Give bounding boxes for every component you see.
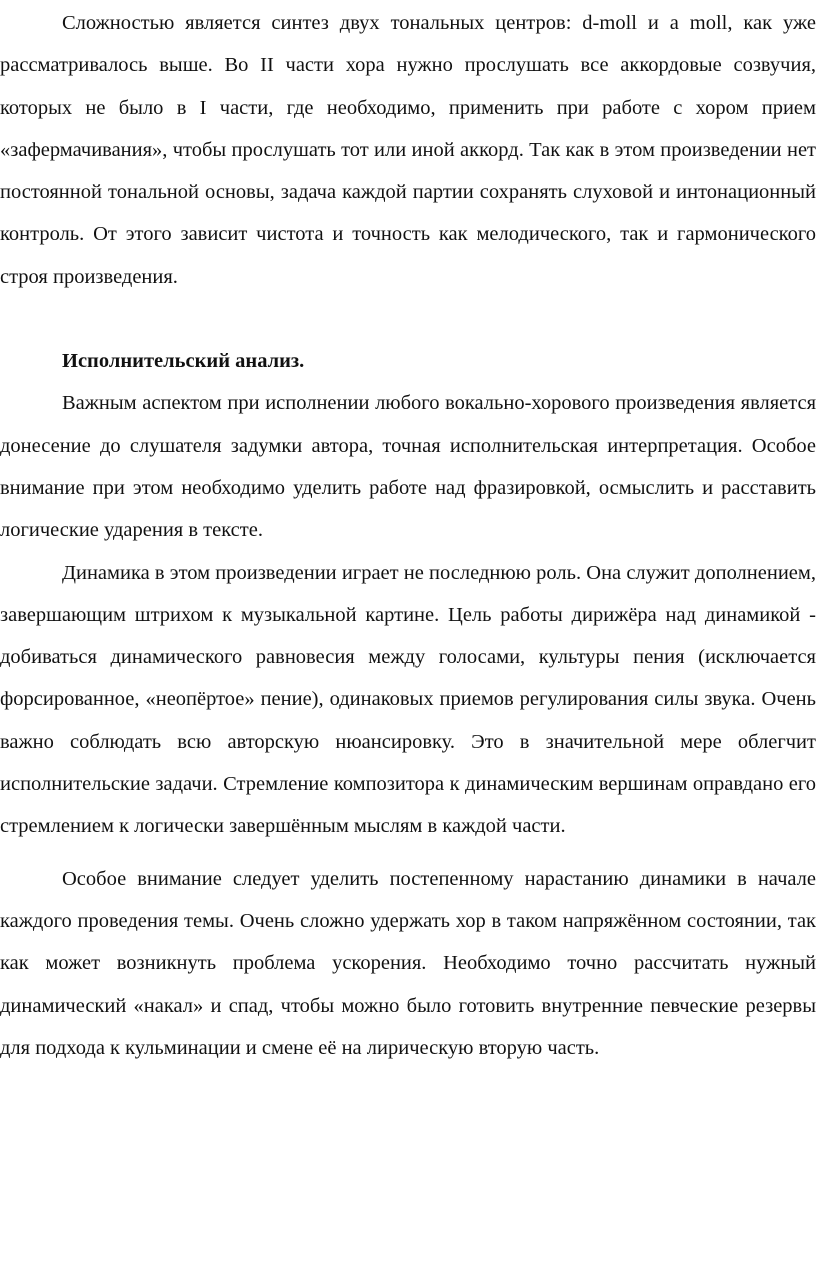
blank-line — [0, 298, 816, 340]
section-heading: Исполнительский анализ. — [62, 350, 305, 373]
paragraph-dynamics: Динамика в этом произведении играет не последнюю роль. Она служит дополнением, завершающим штрихом к музыкальной картине. Цель работы дирижёра над динамикой - добиваться динамического равновесия между голосами, культуры пения (исключается форсированное, «неопёртое» пение), одинаковых приемов регулирования силы звука. Очень важно соблюдать всю авторскую нюансировку. Это в значительной мере облегчит исполнительские задачи. Стремление композитора к динамическим вершинам оправдано его стремлением к логически завершённым мыслям в каждой части. — [0, 561, 816, 838]
paragraph-tonal-centers: Сложностью является синтез двух тональных центров: d-moll и a moll, как уже рассматривалось выше. Во II части хора нужно прослушать все аккордовые созвучия, которых не было в I части, где необходимо, применить при работе с хором прием «зафермачивания», чтобы прослушать тот или иной аккорд. Так как в этом произведении нет постоянной тональной основы, задача каждой партии сохранять слуховой и интонационный контроль. От этого зависит чистота и точность как мелодического, так и гармонического строя произведения. — [0, 12, 816, 288]
paragraph-crescendo: Особое внимание следует уделить постепенному нарастанию динамики в начале каждого проведения темы. Очень сложно удержать хор в таком напряжённом состоянии, так как может возникнуть проблема ускорения. Необходимо точно рассчитать нужный динамический «накал» и спад, чтобы можно было готовить внутренние певческие резервы для подхода к кульминации и смене её на лирическую вторую часть. — [0, 867, 816, 1059]
paragraph-interpretation: Важным аспектом при исполнении любого вокально-хорового произведения является донесение до слушателя задумки автора, точная исполнительская интерпретация. Особое внимание при этом необходимо уделить работе над фразировкой, осмыслить и расставить логические ударения в тексте. — [0, 392, 816, 542]
